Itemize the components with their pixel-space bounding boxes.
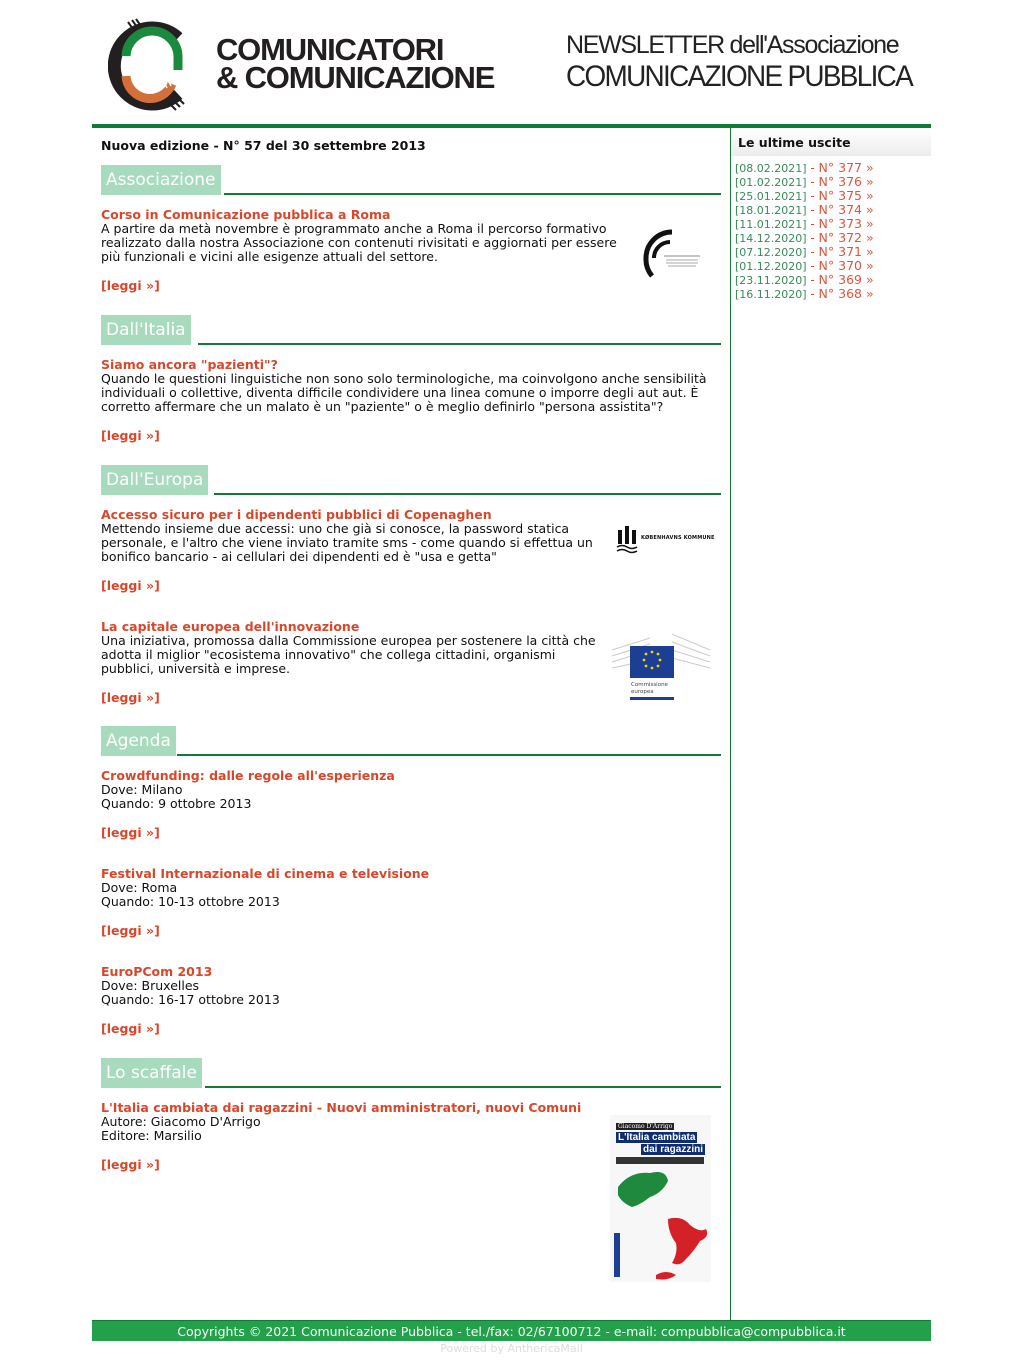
book-author: Autore: Giacomo D'Arrigo: [101, 1114, 261, 1129]
section-tab: Agenda: [101, 726, 176, 756]
issue-item: [16.11.2020] - N° 368 »: [735, 286, 874, 301]
issue-item: [07.12.2020] - N° 371 »: [735, 244, 874, 259]
event-item: [101, 965, 721, 1036]
article-title-link[interactable]: Accesso sicuro per i dipendenti pubblici di Copenaghen: [101, 507, 492, 522]
issue-date: [25.01.2021]: [735, 190, 807, 203]
issue-link[interactable]: N° 372 »: [818, 230, 874, 245]
article-text: A partire da metà novembre è programmato anche a Roma il percorso formativo realizzato dalla nostra Associazione con contenuti rivisitati e aggiornati per essere più funzionali e vicini alle esigenze attuali del settore.: [101, 221, 617, 264]
issue-link[interactable]: N° 369 »: [818, 272, 874, 287]
powered-by: Powered by AnthericaMail: [440, 1342, 583, 1355]
section-tab: Lo scaffale: [101, 1058, 202, 1088]
section-tab: Associazione: [101, 165, 221, 195]
section-header-associazione: [101, 165, 721, 195]
issue-date: [11.01.2021]: [735, 218, 807, 231]
section-rule: [224, 193, 721, 195]
article-title-link[interactable]: Siamo ancora "pazienti"?: [101, 357, 278, 372]
cover-title-1: L'Italia cambiata: [618, 1132, 696, 1143]
brand-line-2: & COMUNICAZIONE: [216, 60, 495, 95]
newsletter-line-1: NEWSLETTER dell'Associazione: [566, 31, 899, 59]
section-tab: Dall'Italia: [101, 315, 191, 345]
event-title-link[interactable]: EuroPCom 2013: [101, 964, 213, 979]
issue-link[interactable]: N° 370 »: [818, 258, 874, 273]
issue-link[interactable]: N° 371 »: [818, 244, 874, 259]
comunicazione-pubblica-logo-icon: [636, 226, 708, 286]
issue-date: [07.12.2020]: [735, 246, 807, 259]
section-rule: [205, 1086, 721, 1088]
svg-text:Commissione: Commissione: [631, 682, 668, 688]
issue-date: [18.01.2021]: [735, 204, 807, 217]
article-item: [101, 358, 721, 443]
issue-item: [08.02.2021] - N° 377 »: [735, 160, 874, 175]
section-rule: [214, 493, 721, 495]
event-title-link[interactable]: Crowdfunding: dalle regole all'esperienza: [101, 768, 395, 783]
issue-link[interactable]: N° 376 »: [818, 174, 874, 189]
svg-text:europea: europea: [631, 689, 654, 695]
cover-subtitle-bar: [616, 1157, 704, 1164]
newsletter-title: [566, 30, 938, 94]
sidebar-title: Le ultime uscite: [731, 128, 931, 156]
event-title-link[interactable]: Festival Internazionale di cinema e televisione: [101, 866, 430, 881]
event-when: Quando: 10-13 ottobre 2013: [101, 894, 280, 909]
book-publisher: Editore: Marsilio: [101, 1128, 202, 1143]
book-title-link[interactable]: L'Italia cambiata dai ragazzini - Nuovi amministratori, nuovi Comuni: [101, 1100, 582, 1115]
issue-item: [23.11.2020] - N° 369 »: [735, 272, 874, 287]
read-more-link[interactable]: [leggi »]: [101, 825, 160, 840]
event-where: Dove: Milano: [101, 782, 183, 797]
cover-title-2: dai ragazzini: [642, 1144, 703, 1155]
logo-caption: KØBENHAVNS KOMMUNE: [641, 535, 715, 541]
book-cover: [610, 1115, 711, 1282]
article-title-link[interactable]: Corso in Comunicazione pubblica a Roma: [101, 207, 391, 222]
brand-line-1: COMUNICATORI: [216, 32, 444, 67]
event-where: Dove: Roma: [101, 880, 178, 895]
issue-item: [14.12.2020] - N° 372 »: [735, 230, 874, 245]
read-more-link[interactable]: [leggi »]: [101, 578, 160, 593]
event-item: [101, 769, 721, 840]
read-more-link[interactable]: [leggi »]: [101, 923, 160, 938]
event-when: Quando: 9 ottobre 2013: [101, 796, 252, 811]
cc-logo-icon: [108, 18, 192, 114]
event-item: [101, 867, 721, 938]
section-header-agenda: [101, 726, 721, 756]
issue-date: [23.11.2020]: [735, 274, 807, 287]
issue-date: [08.02.2021]: [735, 162, 807, 175]
article-title-link[interactable]: La capitale europea dell'innovazione: [101, 619, 360, 634]
eu-flag-icon: [610, 630, 712, 704]
main-content: [92, 128, 730, 1320]
issue-list: [731, 156, 931, 301]
section-rule: [177, 754, 721, 756]
commissione-europea-logo: [610, 630, 712, 704]
issue-item: [01.02.2021] - N° 376 »: [735, 174, 874, 189]
issue-link[interactable]: N° 374 »: [818, 202, 874, 217]
read-more-link[interactable]: [leggi »]: [101, 1021, 160, 1036]
read-more-link[interactable]: [leggi »]: [101, 278, 160, 293]
sidebar-latest-issues: [731, 128, 931, 301]
issue-link[interactable]: N° 375 »: [818, 188, 874, 203]
issue-link[interactable]: N° 373 »: [818, 216, 874, 231]
italy-map-icon: [610, 1167, 711, 1282]
section-header-dall-europa: [101, 465, 721, 495]
read-more-link[interactable]: [leggi »]: [101, 690, 160, 705]
cover-spine-mark: [614, 1233, 620, 1277]
article-text: Una iniziativa, promossa dalla Commissione europea per sostenere la città che adotta il miglior "ecosistema innovativo" che collega cittadini, organismi pubblici, università e imprese.: [101, 633, 596, 676]
event-where: Dove: Bruxelles: [101, 978, 200, 993]
newsletter-line-2: COMUNICAZIONE PUBBLICA: [566, 60, 913, 93]
section-header-lo-scaffale: [101, 1058, 721, 1088]
read-more-link[interactable]: [leggi »]: [101, 1157, 160, 1172]
header: [92, 0, 931, 124]
issue-item: [18.01.2021] - N° 374 »: [735, 202, 874, 217]
section-rule: [198, 343, 721, 345]
issue-date: [01.12.2020]: [735, 260, 807, 273]
issue-link[interactable]: N° 368 »: [818, 286, 874, 301]
issue-item: [01.12.2020] - N° 370 »: [735, 258, 874, 273]
edition-title: Nuova edizione - N° 57 del 30 settembre 2013: [101, 138, 426, 153]
issue-item: [25.01.2021] - N° 375 »: [735, 188, 874, 203]
column-divider: [730, 128, 731, 1320]
section-tab: Dall'Europa: [101, 465, 208, 495]
brand-wordmark: [216, 32, 495, 95]
copenhagen-towers-icon: [616, 522, 638, 554]
footer-bar: Copyrights © 2021 Comunicazione Pubblica - tel./fax: 02/67100712 - e-mail: compubblica@compubblica.it: [92, 1320, 931, 1341]
event-when: Quando: 16-17 ottobre 2013: [101, 992, 280, 1007]
issue-date: [01.02.2021]: [735, 176, 807, 189]
section-header-dall-italia: [101, 315, 721, 345]
article-text: Mettendo insieme due accessi: uno che già si conosce, la password statica personale, e l'altro che viene inviato tramite sms - come quando si effettua un bonifico bancario - ai cellulari dei dipendenti ed è "usa e getta": [101, 521, 593, 564]
cover-author: Giacomo D'Arrigo: [618, 1123, 673, 1130]
read-more-link[interactable]: [leggi »]: [101, 428, 160, 443]
article-text: Quando le questioni linguistiche non sono solo terminologiche, ma coinvolgono anche sensibilità individuali o collettive, diventa difficile condividere una linea comune o imporre degli aut aut. È corretto affermare che un malato è un "paziente" o è meglio definirlo "persona assistita"?: [101, 371, 707, 414]
issue-date: [16.11.2020]: [735, 288, 807, 301]
issue-item: [11.01.2021] - N° 373 »: [735, 216, 874, 231]
kobenhavns-kommune-logo: [616, 520, 716, 556]
issue-link[interactable]: N° 377 »: [818, 160, 874, 175]
issue-date: [14.12.2020]: [735, 232, 807, 245]
article-item: [101, 208, 721, 293]
newsletter-page: [92, 0, 931, 1355]
